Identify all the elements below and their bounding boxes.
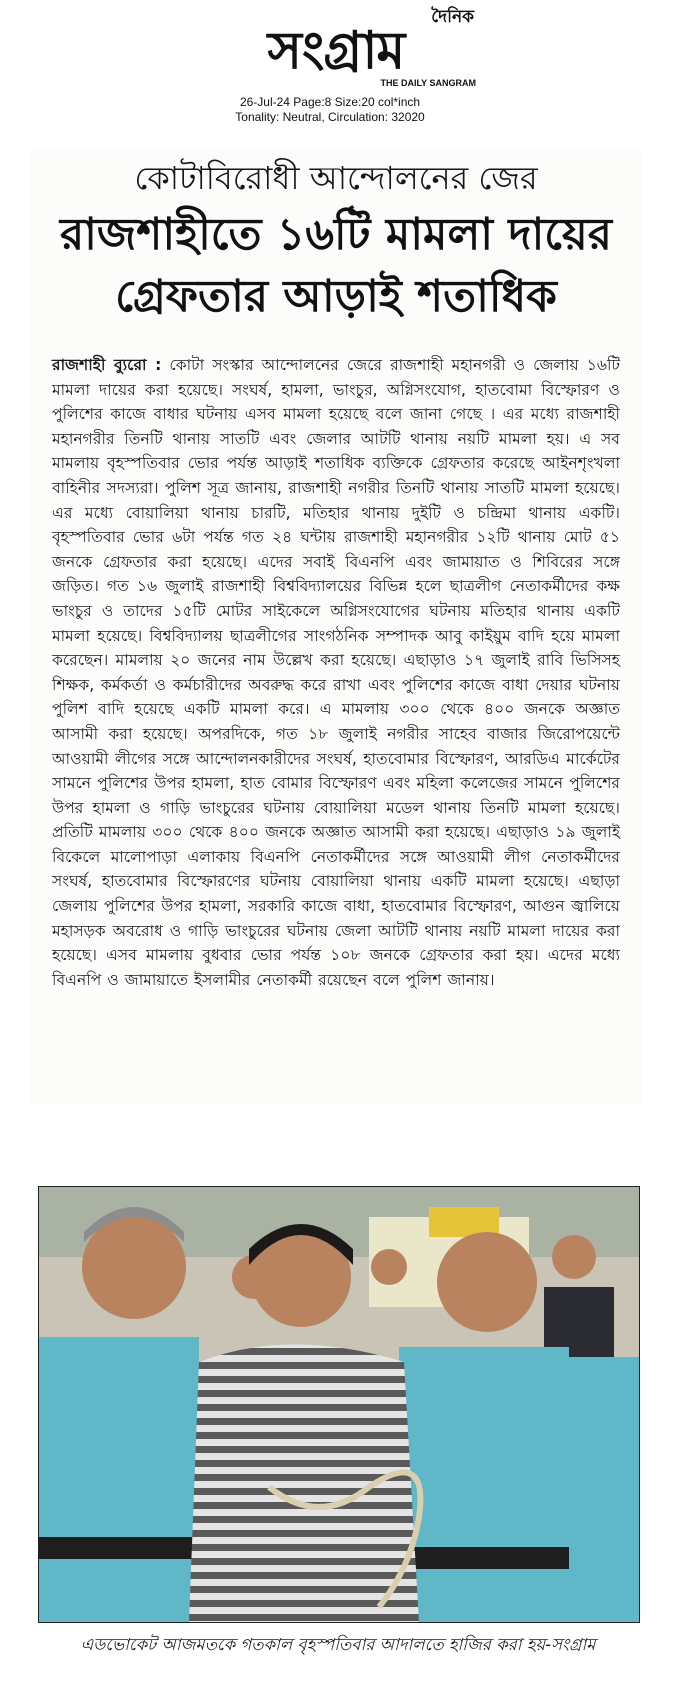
officer-right-uniform xyxy=(399,1347,569,1622)
officer-left-uniform xyxy=(39,1337,199,1622)
masthead-dainik: দৈনিক xyxy=(431,7,474,27)
officer-left-head xyxy=(82,1215,186,1319)
detainee-striped-shirt xyxy=(189,1345,419,1623)
article xyxy=(30,150,642,1105)
masthead xyxy=(0,0,675,140)
officer-left-belt xyxy=(39,1537,199,1559)
article-body-text: কোটা সংস্কার আন্দোলনের জেরে রাজশাহী মহানগরী ও জেলায় ১৬টি মামলা দায়ের করা হয়েছে। সংঘর্ষ, হামলা, ভাংচুর, অগ্নিসংযোগ, হাতবোমা বিস্ফোরণ ও পুলিশের কাজে বাধার ঘটনায় এসব মামলা হয়েছে বলে জানা গেছে । এর মধ্যে রাজশাহী মহানগরীর তিনটি থানায় সাতটি এবং জেলার আটটি থানায় নয়টি মামলা হয়। এ সব মামলায় বৃহস্পতিবার ভোর পর্যন্ত আড়াই শতাধিক ব্যক্তিকে গ্রেফতার করেছে আইনশৃংখলা বাহিনীর সদস্যরা। পুলিশ সূত্র জানায়, রাজশাহী নগরীর তিনটি থানায় সাতটি মামলা হয়েছে। এর মধ্যে বোয়ালিয়া থানায় চারটি, মতিহার থানায় দুইটি ও চন্দ্রিমা থানায় একটি। বৃহস্পতিবার ভোর ৬টা পর্যন্ত গত ২৪ ঘন্টায় রাজশাহী মহানগরীর ১২টি থানায় মোট ৫১ জনকে গ্রেফতার করা হয়েছে। এদের সবাই বিএনপি এবং জামায়াত ও শিবিরের সঙ্গে জড়িত। গত ১৬ জুলাই রাজশাহী বিশ্ববিদ্যালয়ের বিভিন্ন হলে ছাত্রলীগ নেতাকর্মীদের কক্ষ ভাংচুর ও তাদের ১৫টি মোটর সাইকেলে অগ্নিসংযোগের ঘটনায় মতিহার থানায় একটি মামলা হয়েছে। বিশ্ববিদ্যালয় ছাত্রলীগের সাংগঠনিক সম্পাদক আবু কাইয়ুম বাদি হয়ে মামলা করেছেন। মামলায় ২০ জনের নাম উল্লেখ করা হয়েছে। এছাড়াও ১৭ জুলাই রাবি ভিসিসহ শিক্ষক, কর্মকর্তা ও কর্মচারীদের অবরুদ্ধ করে রাখা এবং পুলিশের কাজে বাধা দেয়ার ঘটনায় পুলিশ বাদি হয়েছে একটি মামলা করে। এ মামলায় ৩০০ থেকে ৪০০ জনকে অজ্ঞাত আসামী করা হয়েছে। অপরদিকে, গত ১৮ জুলাই নগরীর সাহেব বাজার জিরোপয়েন্টে আওয়ামী লীগের সঙ্গে আন্দোলনকারীদের সংঘর্ষ, হাতবোমার বিস্ফোরণ, আরডিএ মার্কেটের সামনে পুলিশের উপর হামলা, হাত বোমার বিস্ফোরণ এবং মহিলা কলেজের সামনে পুলিশের উপর হামলা ও গাড়ি ভাংচুরের ঘটনায় বোয়ালিয়া মডেল থানায় তিনটি মামলা হয়েছে। প্রতিটি মামলায় ৩০০ থেকে ৪০০ জনকে অজ্ঞাত আসামী করা হয়েছে। এছাড়াও ১৯ জুলাই বিকেলে মালোপাড়া এলাকায় বিএনপি নেতাকর্মীদের সঙ্গে আওয়ামী লীগ নেতাকর্মীদের সংঘর্ষ, হাতবোমার বিস্ফোরণের ঘটনায় বোয়ালিয়া থানায় একটি মামলা হয়েছে। এছাড়া জেলায় পুলিশের উপর হামলা, সরকারি কাজে বাধা, হাতবোমার বিস্ফোরণ, আগুন জ্বালিয়ে মহাসড়ক অবরোধ ও গাড়ি ভাংচুরের ঘটনায় জেলা আটটি থানায় নয়টি মামলা দায়ের করা হয়েছে। এসব মামলায় বুধবার ভোর পর্যন্ত ১০৮ জনকে গ্রেফতার করা হয়। এদের মধ্যে বিএনপি ও জামায়াতে ইসলামীর নেতাকর্মী রয়েছেন বলে পুলিশ জানায়। xyxy=(52,356,620,989)
bystander-head-3 xyxy=(552,1235,596,1279)
officer-far-right-uniform xyxy=(569,1357,639,1622)
news-photo xyxy=(38,1186,640,1623)
masthead-english-name: THE DAILY SANGRAM xyxy=(380,78,476,88)
clipping-meta-line1: 26-Jul-24 Page:8 Size:20 col*inch xyxy=(239,95,421,109)
headline-line-2: গ্রেফতার আড়াই শতাধিক xyxy=(115,271,557,322)
officer-right-head xyxy=(437,1232,537,1332)
clipping-meta-line2: Tonality: Neutral, Circulation: 32020 xyxy=(235,110,425,124)
newspaper-logo: সংগ্রাম xyxy=(267,20,405,81)
bystander-head-2 xyxy=(371,1249,407,1285)
photo-caption: এডভোকেট আজমতকে গতকাল বৃহস্পতিবার আদালতে হাজির করা হয়-সংগ্রাম xyxy=(80,1635,596,1654)
article-kicker: কোটাবিরোধী আন্দোলনের জের xyxy=(134,159,538,197)
article-byline: রাজশাহী ব্যুরো : xyxy=(52,356,162,374)
news-photo-illustration xyxy=(39,1187,639,1622)
clipping-metadata xyxy=(150,95,510,125)
article-headline xyxy=(30,204,642,328)
officer-right-belt xyxy=(399,1547,569,1569)
headline-line-1: রাজশাহীতে ১৬টি মামলা দায়ের xyxy=(59,209,613,260)
article-body xyxy=(52,353,620,992)
